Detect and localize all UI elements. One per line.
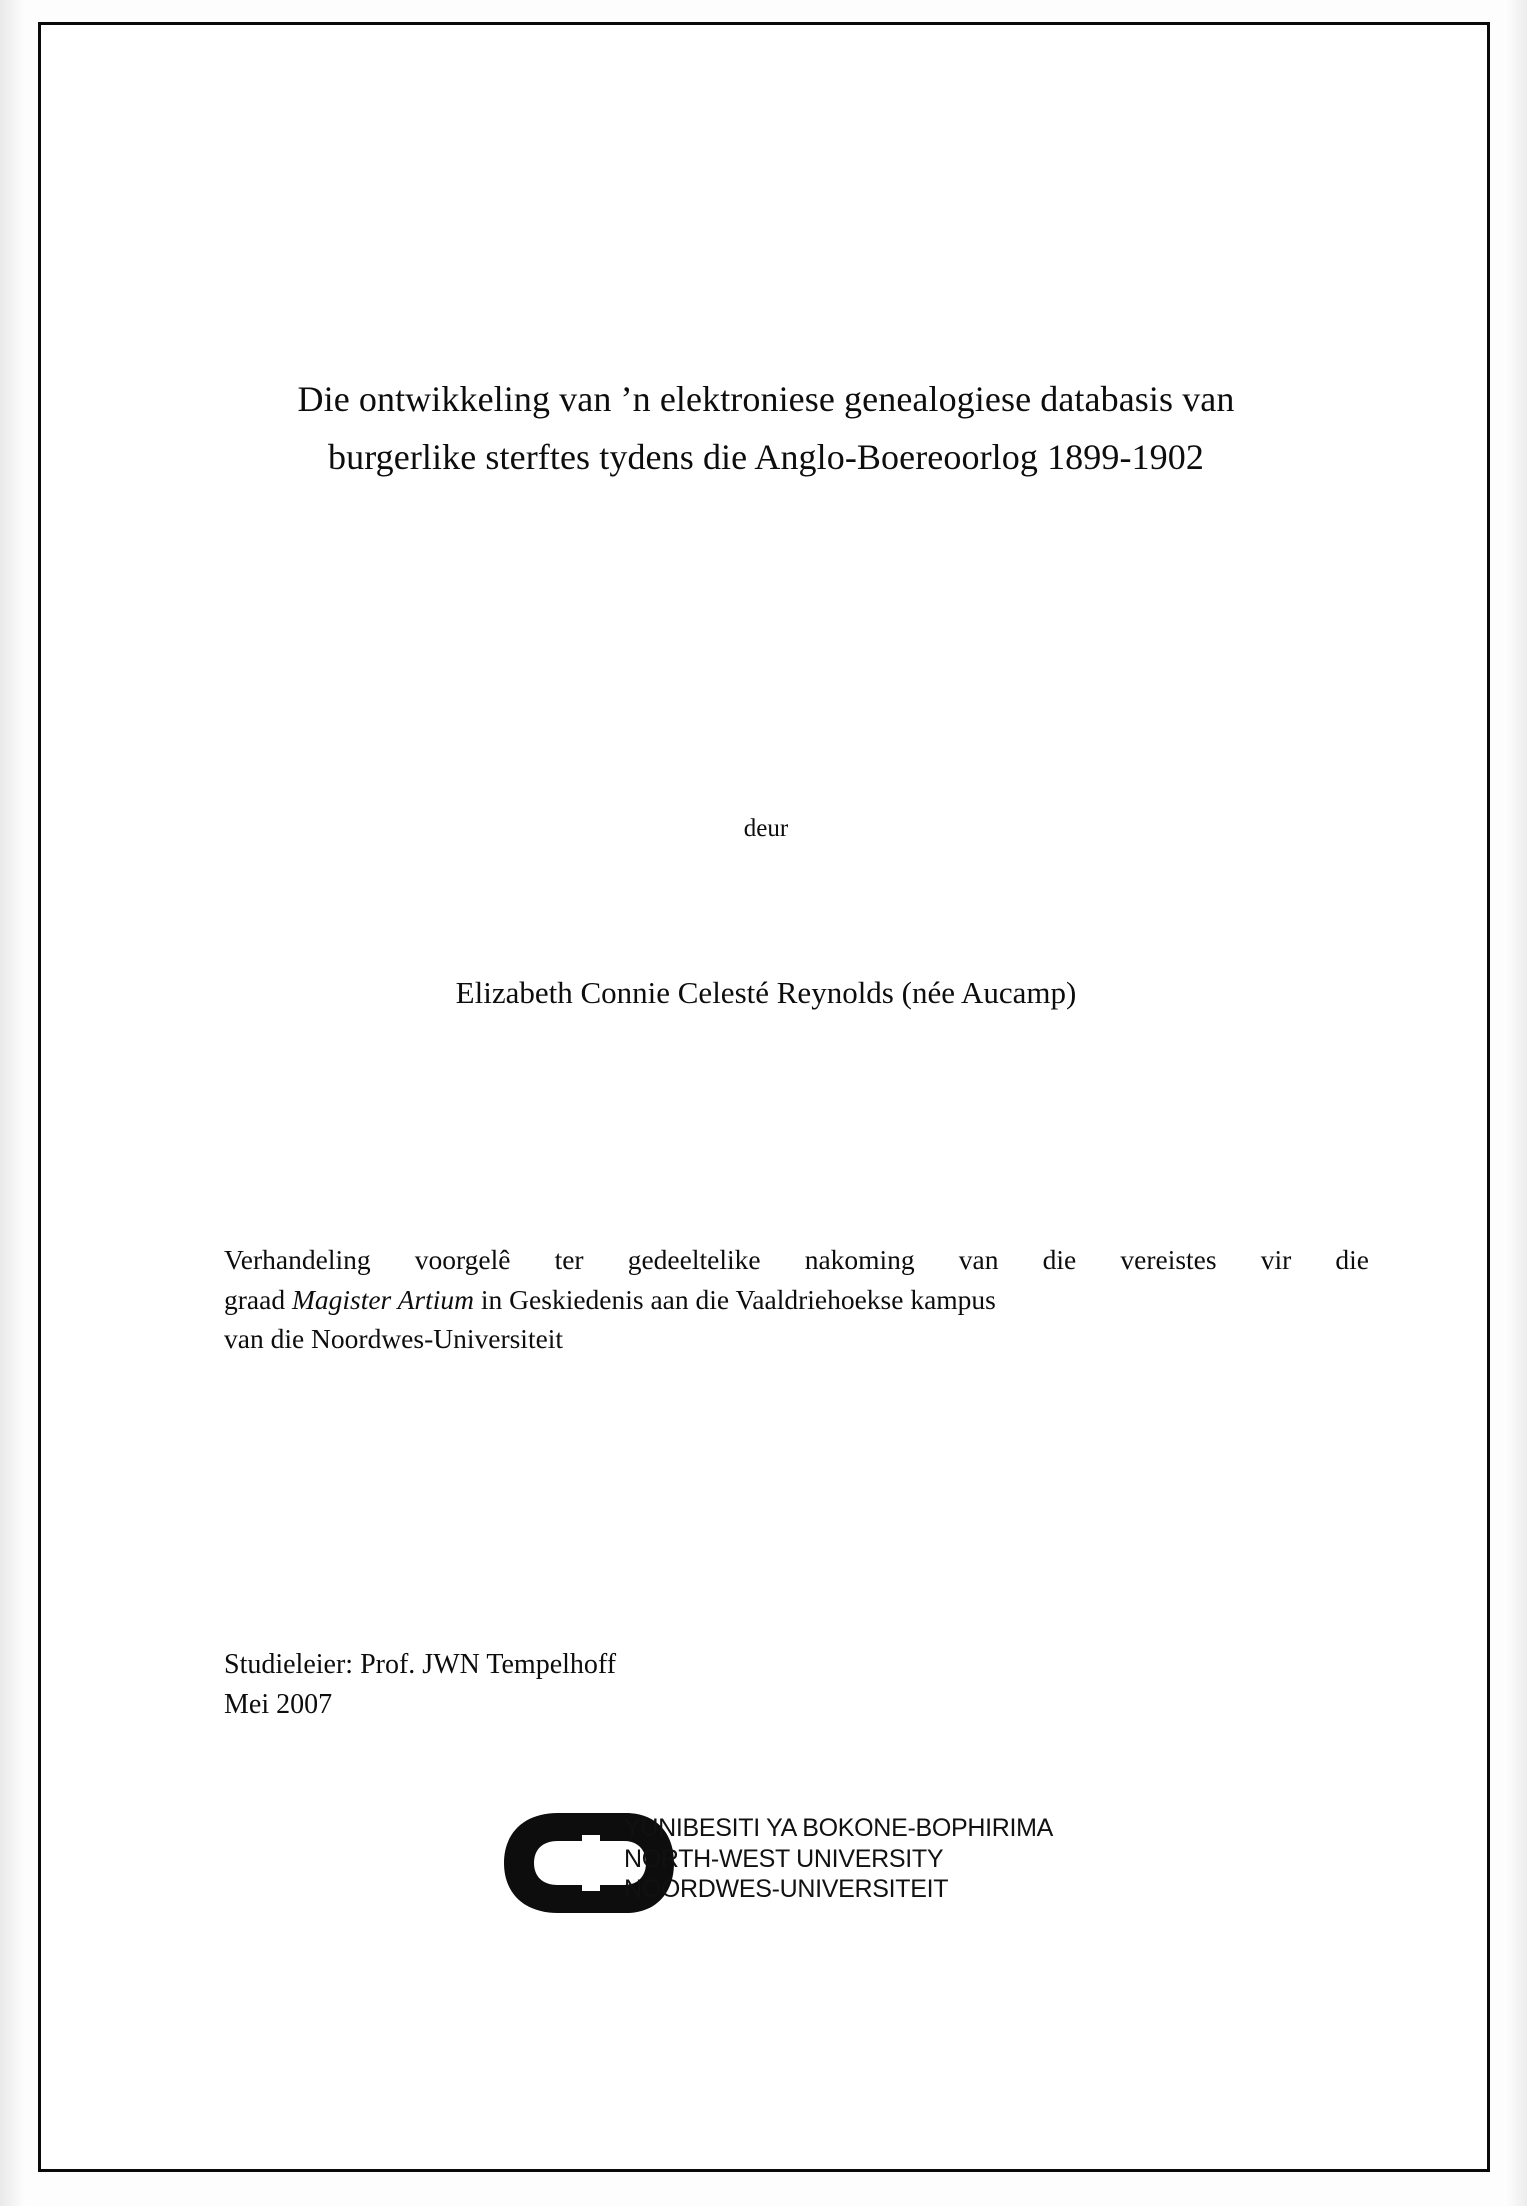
page-title: [151, 370, 1381, 487]
degree-statement-line-2: [224, 1280, 1369, 1320]
title-line-2: burgerlike sterftes tydens die Anglo-Boereoorlog 1899-1902: [328, 437, 1204, 478]
byline-label: deur: [743, 815, 789, 842]
degree-statement-line-1: Verhandeling voorgelê ter gedeeltelike nakoming van die vereistes vir die: [224, 1244, 1369, 1275]
scan-edge-shading-left: [0, 0, 26, 2206]
supervisor-line: Studieleier: Prof. JWN Tempelhoff: [224, 1649, 617, 1680]
scan-edge-shading-right: [1505, 0, 1527, 2206]
logo-text-line-1: YUNIBESITI YA BOKONE-BOPHIRIMA: [624, 1814, 1054, 1842]
supervisor-and-date: [224, 1645, 1124, 1725]
degree-name-italic: Magister Artium: [291, 1283, 475, 1315]
title-line-1: Die ontwikkeling van ’n elektroniese genealogiese databasis van: [297, 379, 1235, 419]
degree-statement-line-2-after: in Geskiedenis aan die Vaaldriehoekse kampus: [474, 1283, 996, 1315]
degree-statement-line-2-before: graad: [224, 1283, 292, 1315]
logo-text-line-2: NORTH-WEST UNIVERSITY: [624, 1844, 944, 1873]
logo-text-line-3: NOORDWES-UNIVERSITEIT: [624, 1875, 949, 1903]
university-logo-text: [624, 1813, 1053, 1905]
degree-statement-line-3: van die Noordwes-Universiteit: [224, 1323, 564, 1355]
date-line: Mei 2007: [224, 1688, 333, 1720]
title-page-border: [38, 22, 1490, 2172]
degree-statement: [224, 1240, 1369, 1359]
title-page-content: [41, 25, 1487, 2169]
author-name: Elizabeth Connie Celesté Reynolds (née Aucamp): [455, 975, 1077, 1010]
university-logo: [496, 1807, 1136, 1927]
